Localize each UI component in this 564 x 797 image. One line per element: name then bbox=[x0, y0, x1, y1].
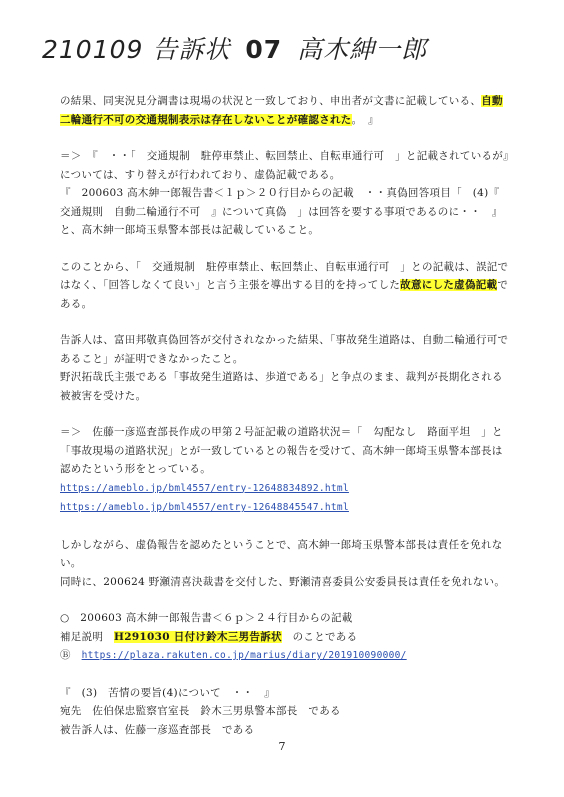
highlight-false-statement: 故意にした虚偽記載 bbox=[400, 279, 498, 291]
supplement-label: 補足説明 bbox=[60, 630, 114, 643]
paragraph-4-line-2: 野沢拓哉氏主張である「事故発生道路は、歩道である」と争点のまま、裁判が長期化される被被害を受けた。 bbox=[60, 371, 503, 402]
header-date: 210109 bbox=[42, 35, 144, 64]
paragraph-2-line-2: 『 200603 高木紳一郎報告書＜１ｐ＞２０行目からの記載 ・・真偽回答項目「 (4)『 交通規則 自動二輪通行不可 』について真偽 」は回答を要する事項であるのに・・ 』と、高木紳一郎埼玉県警本部長は記載していること。 bbox=[60, 187, 511, 236]
page-number: 7 bbox=[278, 740, 286, 753]
paragraph-8-line-3: 被告訴人は、佐藤一彦巡査部長 である bbox=[60, 723, 255, 736]
paragraph-8-line-2: 宛先 佐伯保忠監察官室長 鈴木三男県警本部長 である bbox=[60, 705, 341, 717]
paragraph-3 bbox=[60, 258, 510, 314]
paragraph-2-line-1: ＝＞ 『 ・・「 交通規制 駐停車禁止、転回禁止、自転車通行可 」と記載されているが』については、すり替えが行われており、虚偽記載である。 bbox=[60, 150, 509, 181]
paragraph-7-line-2 bbox=[60, 628, 510, 647]
paragraph-5-line-1: ＝＞ 佐藤一彦巡査部長作成の甲第２号証記載の道路状況＝「 勾配なし 路面平坦 」と「事故現場の道路状況」とが一致しているとの報告を受けて、高木紳一郎埼玉県警本部長は認めたという形をとっている。 bbox=[60, 426, 503, 475]
paragraph-4-line-1: 告訴人は、富田邦敬真偽回答が交付されなかった結果、「事故発生道路は、自動二輪通行可であること」が証明できなかったこと。 bbox=[60, 334, 509, 365]
paragraph-6-line-1: しかしながら、虚偽報告を認めたということで、高木紳一郎埼玉県警本部長は責任を免れない。 bbox=[60, 538, 503, 569]
ameblo-link-2[interactable]: https://ameblo.jp/bml4557/entry-12648845547.html bbox=[60, 502, 349, 513]
ameblo-link-1[interactable]: https://ameblo.jp/bml4557/entry-12648834892.html bbox=[60, 482, 349, 494]
circled-b-icon: Ⓑ bbox=[60, 649, 82, 661]
header-name: 高木紳一郎 bbox=[297, 35, 428, 64]
paragraph-7-line-1: ○ 200603 高木紳一郎報告書＜６ｐ＞２４行目からの記載 bbox=[60, 612, 353, 624]
paragraph-6-line-2: 同時に、200624 野瀬清喜決裁書を交付した、野瀬清喜委員公安委員長は責任を免れない。 bbox=[60, 575, 506, 588]
rakuten-link[interactable]: https://plaza.rakuten.co.jp/marius/diary/201910090000/ bbox=[81, 650, 407, 661]
p3-end: である。 bbox=[60, 279, 509, 310]
highlight-confirmed: 自動二輪通行不可の交通規制表示は存在しないことが確認された bbox=[60, 95, 503, 126]
paragraph-8-line-1: 『 (3) 苦情の要旨(4)について ・・ 』 bbox=[60, 686, 275, 699]
handwritten-header bbox=[42, 30, 427, 66]
p3-text: このことから、「 交通規制 駐停車禁止、転回禁止、自転車通行可 」との記載は、誤記ではなく、「回答しなくて良い」と言う主張を導出する目的を持ってした bbox=[60, 260, 509, 291]
document-body bbox=[60, 92, 510, 739]
p1-end: 。 』 bbox=[351, 113, 379, 126]
header-title: 告訴状 bbox=[152, 35, 231, 64]
supplement-end: のことである bbox=[281, 630, 358, 643]
p1-text: の結果、同実況見分調書は現場の状況と一致しており、申出者が文書に記載している、 bbox=[60, 95, 482, 107]
header-code: 07 bbox=[245, 35, 283, 64]
highlight-complaint: H291030 日付け鈴木三男告訴状 bbox=[114, 630, 282, 643]
paragraph-1 bbox=[60, 92, 510, 129]
paragraph-7-line-3 bbox=[60, 646, 510, 666]
